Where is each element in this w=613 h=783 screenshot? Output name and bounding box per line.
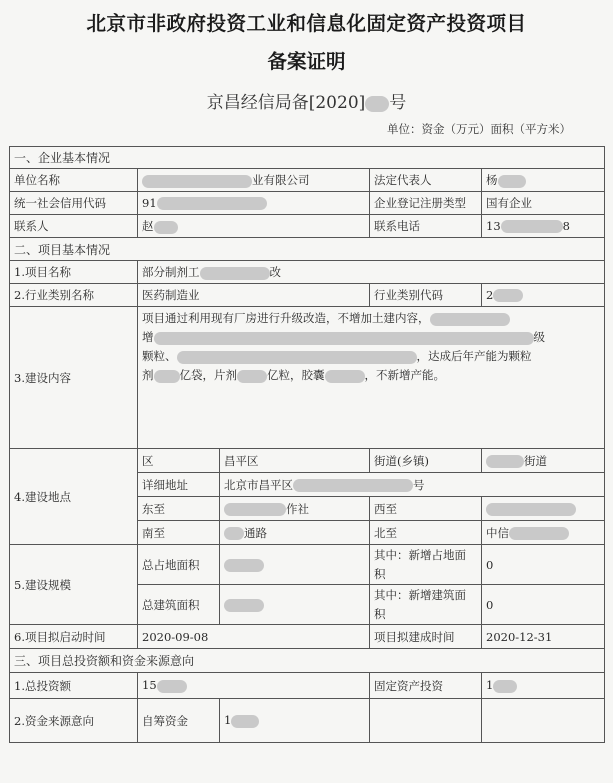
self-fund-label: 自筹资金: [138, 699, 220, 743]
total-invest-cell: [138, 673, 370, 699]
south-cell: [220, 521, 370, 545]
redaction: [430, 313, 510, 326]
empty-cell: [482, 699, 605, 743]
content-text-2-end: 级: [533, 330, 545, 344]
credit-code-cell: [138, 192, 370, 215]
content-text-4a: 剂: [142, 368, 154, 382]
new-build-label: 其中：新增建筑面积: [370, 585, 482, 625]
content-line-2: [142, 328, 600, 347]
legal-rep-value: 杨: [486, 173, 498, 187]
new-build-value: 0: [482, 585, 605, 625]
industry-code-label: 行业类别代码: [370, 284, 482, 307]
total-invest-value: 15: [142, 678, 157, 693]
redaction: [231, 715, 259, 728]
redaction: [486, 503, 576, 516]
legal-rep-label: 法定代表人: [370, 169, 482, 192]
redaction: [154, 370, 180, 383]
redaction: [493, 289, 523, 302]
street-cell: [482, 449, 605, 473]
land-area-label: 总占地面积: [138, 545, 220, 585]
redaction: [501, 220, 563, 233]
redaction: [224, 503, 286, 516]
content-line-1: [142, 309, 600, 328]
content-text-3a: 颗粒、: [142, 349, 177, 363]
credit-code-label: 统一社会信用代码: [10, 192, 138, 215]
address-label: 详细地址: [138, 473, 220, 497]
redaction: [224, 527, 244, 540]
land-area-cell: [220, 545, 370, 585]
doc-title: 北京市非政府投资工业和信息化固定资产投资项目: [86, 12, 527, 35]
redaction: [154, 332, 534, 345]
redaction: [325, 370, 365, 383]
south-label: 南至: [138, 521, 220, 545]
content-text-3b: ，达成后年产能为颗粒: [416, 349, 532, 363]
end-value: 2020-12-31: [482, 625, 605, 649]
end-label: 项目拟建成时间: [370, 625, 482, 649]
fund-source-label: 2.资金来源意向: [10, 699, 138, 743]
doc-number-suffix: 号: [389, 93, 407, 113]
redaction: [157, 197, 267, 210]
redaction: [177, 351, 417, 364]
contact-value: 赵: [142, 219, 154, 233]
new-land-value: 0: [482, 545, 605, 585]
registration-table: [9, 146, 605, 743]
content-value: [138, 307, 605, 449]
redaction: [157, 680, 187, 693]
start-label: 6.项目拟启动时间: [10, 625, 138, 649]
legal-rep-cell: [482, 169, 605, 192]
phone-prefix: 13: [486, 218, 501, 233]
project-name-suffix: 改: [269, 265, 281, 279]
fixed-invest-value: 1: [486, 678, 494, 693]
address-suffix: 号: [413, 477, 425, 492]
project-name-prefix: 部分制剂工: [142, 265, 200, 279]
redaction: [142, 175, 252, 188]
industry-code-value: 2: [486, 287, 494, 302]
industry-value: 医药制造业: [138, 284, 370, 307]
redaction: [293, 479, 413, 492]
project-name-cell: [138, 261, 605, 284]
street-value: 街道: [524, 453, 547, 468]
east-label: 东至: [138, 497, 220, 521]
section3-heading: 三、项目总投资额和资金来源意向: [10, 649, 605, 673]
fixed-invest-label: 固定资产投资: [370, 673, 482, 699]
redaction: [493, 680, 517, 693]
empty-cell: [370, 699, 482, 743]
street-label: 街道(乡镇): [370, 449, 482, 473]
redaction: [509, 527, 569, 540]
redaction: [200, 267, 270, 280]
east-value: 作社: [286, 501, 309, 516]
fixed-invest-cell: [482, 673, 605, 699]
redaction: [486, 455, 524, 468]
reg-type-value: 国有企业: [482, 192, 605, 215]
east-cell: [220, 497, 370, 521]
industry-code-cell: [482, 284, 605, 307]
redaction: [498, 175, 526, 188]
reg-type-label: 企业登记注册类型: [370, 192, 482, 215]
content-text-1: 项目通过利用现有厂房进行升级改造，不增加土建内容，: [142, 311, 430, 325]
unit-note: 单位：资金（万元）面积（平方米）: [387, 122, 571, 136]
company-name-cell: [138, 169, 370, 192]
section2-heading: 二、项目基本情况: [10, 238, 605, 261]
address-cell: [220, 473, 605, 497]
content-line-3: [142, 347, 600, 366]
contact-label: 联系人: [10, 215, 138, 238]
redaction: [224, 559, 264, 572]
company-name-value: 业有限公司: [252, 173, 310, 187]
self-fund-value: 1: [224, 713, 232, 728]
content-text-2: 增: [142, 330, 154, 344]
company-name-label: 单位名称: [10, 169, 138, 192]
north-cell: [482, 521, 605, 545]
self-fund-cell: [220, 699, 370, 743]
address-prefix: 北京市昌平区: [224, 477, 293, 492]
scale-label: 5.建设规模: [10, 545, 138, 625]
phone-cell: [482, 215, 605, 238]
content-text-4c: 亿粒，胶囊: [267, 368, 325, 382]
redaction: [365, 96, 389, 112]
section1-heading: 一、企业基本情况: [10, 147, 605, 169]
redaction: [224, 599, 264, 612]
phone-suffix: 8: [562, 218, 570, 233]
phone-label: 联系电话: [370, 215, 482, 238]
industry-label: 2.行业类别名称: [10, 284, 138, 307]
west-label: 西至: [370, 497, 482, 521]
doc-subtitle: 备案证明: [267, 50, 346, 73]
project-name-label: 1.项目名称: [10, 261, 138, 284]
contact-cell: [138, 215, 370, 238]
new-land-label: 其中：新增占地面积: [370, 545, 482, 585]
start-value: 2020-09-08: [138, 625, 370, 649]
content-text-4b: 亿袋，片剂: [179, 368, 237, 382]
credit-code-value: 91: [142, 195, 157, 210]
content-line-4: [142, 366, 600, 385]
doc-number: [0, 88, 613, 113]
content-label: 3.建设内容: [10, 307, 138, 449]
build-area-cell: [220, 585, 370, 625]
district-value: 昌平区: [220, 449, 370, 473]
doc-number-prefix: 京昌经信局备[2020]: [206, 93, 366, 113]
build-area-label: 总建筑面积: [138, 585, 220, 625]
north-value: 中信: [486, 525, 509, 540]
south-value: 通路: [244, 525, 267, 540]
content-text-4d: ，不新增产能。: [364, 368, 445, 382]
west-cell: [482, 497, 605, 521]
redaction: [237, 370, 267, 383]
location-label: 4.建设地点: [10, 449, 138, 545]
total-invest-label: 1.总投资额: [10, 673, 138, 699]
redaction: [154, 221, 178, 234]
north-label: 北至: [370, 521, 482, 545]
district-label: 区: [138, 449, 220, 473]
